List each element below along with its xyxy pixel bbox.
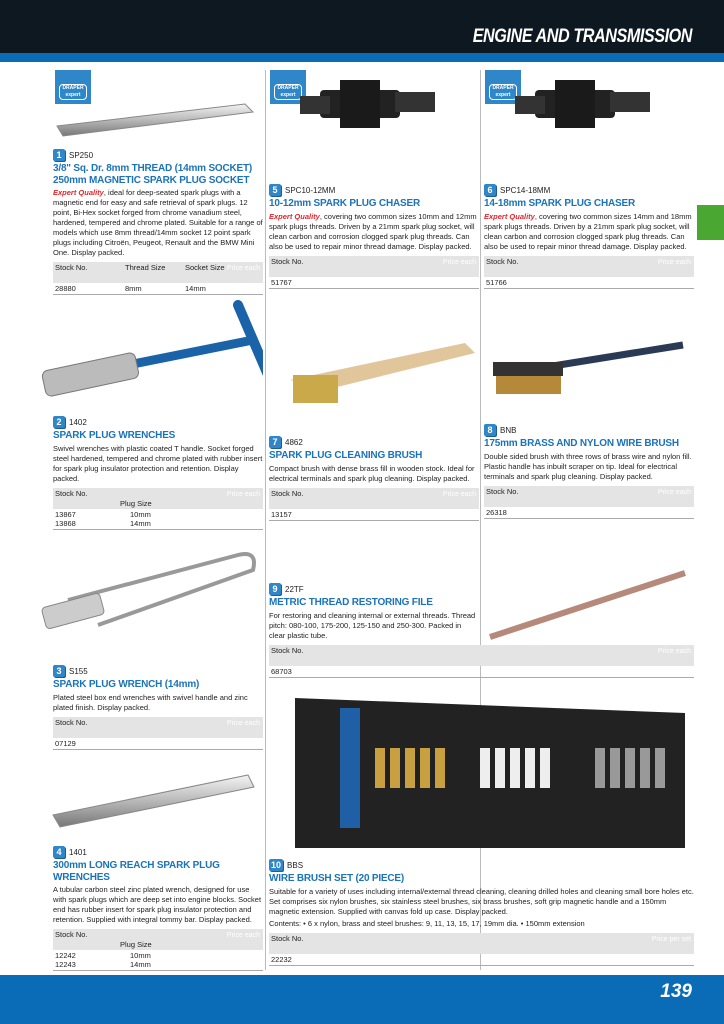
col-header: Stock No.: [55, 488, 88, 498]
col-header: Stock No.: [271, 488, 304, 498]
product-s155: [53, 664, 263, 750]
product-description: Swivel wrenches with plastic coated T handle. Socket forged steel hardened, tempered and chrome plated with rubber insert for spark plug insulator protection and retention. Display packed.: [53, 443, 263, 483]
col-header: Stock No.: [55, 263, 88, 272]
product-1401: [53, 845, 263, 971]
product-title: SPARK PLUG CLEANING BRUSH: [269, 450, 423, 461]
price-header: Price each: [226, 265, 260, 272]
product-code: 4862: [285, 437, 303, 447]
product-table: [269, 645, 694, 678]
stock-no: 07129: [55, 738, 76, 748]
stock-no: 13868: [55, 518, 76, 528]
product-title: 175mm BRASS AND NYLON WIRE BRUSH: [484, 438, 679, 449]
table-row: [269, 277, 479, 288]
product-code: S155: [69, 666, 88, 676]
expert-quality-label: Expert Quality: [269, 211, 320, 221]
description-text: , ideal for deep-seated spark plugs with a magnetic end for easy and safe retrieval of spark plugs. 12 point, Bi-Hex socket forged from chrome vanadium steel, hardened, tempered and chrome plated. Suitable for a range of models which use 8mm thread/14mm socket 12 point spark plugs including Citroën, Peugeot, Renault and the BMW Mini One. Display packed.: [53, 188, 263, 257]
product-1402: [53, 415, 263, 530]
spark-plug-wrench-14mm-image: [38, 545, 263, 655]
product-code: 22TF: [285, 584, 304, 594]
product-spc14-18mm: [484, 183, 694, 289]
product-code: SP250: [69, 150, 94, 160]
expert-quality-label: Expert Quality: [484, 211, 535, 221]
draper-expert-logo: DRAPER expert: [485, 70, 521, 104]
table-row: [53, 960, 263, 970]
col-header: Stock No.: [486, 486, 519, 496]
price-header: Price each: [657, 647, 691, 655]
product-sp250: [53, 148, 263, 295]
product-title: 3/8" Sq. Dr. 8mm THREAD (14mm SOCKET) 250mm MAGNETIC SPARK PLUG SOCKET: [53, 163, 253, 186]
thread-size: 8mm: [125, 284, 142, 293]
col-header: Stock No.: [486, 256, 519, 266]
stock-no: 13157: [271, 509, 292, 519]
price-header: Price each: [657, 258, 691, 266]
draper-expert-logo: DRAPER expert: [270, 70, 306, 104]
product-table: [484, 486, 694, 519]
draper-expert-logo: DRAPER expert: [55, 70, 91, 104]
table-row: [53, 283, 263, 294]
product-table: [53, 262, 263, 295]
plug-size: 14mm: [130, 518, 151, 528]
product-4862: [269, 435, 479, 521]
product-title: WIRE BRUSH SET (20 PIECE): [269, 873, 405, 884]
product-description: [484, 212, 694, 252]
price-header: Price each: [226, 719, 260, 727]
product-description: Double sided brush with three rows of brass wire and nylon fill. Plastic handle has inbuilt scraper on tip. Ideal for electrical terminals and spark plug cleaning. Display packed.: [484, 451, 692, 481]
col-header: Stock No.: [271, 645, 304, 655]
item-number-badge: 1: [53, 149, 65, 161]
product-code: SPC14-18MM: [500, 185, 551, 195]
stock-no: 28880: [55, 284, 76, 293]
price-header: Price per set: [651, 935, 691, 943]
header-bar: [0, 0, 724, 53]
item-number-badge: 9: [269, 583, 281, 595]
product-table: [269, 256, 479, 289]
page-number: 139: [660, 981, 692, 1002]
description-text: , covering two common sizes 10mm and 12mm spark plugs threads. Driven by a 21mm spark plug socket, will clean carbon and corrosion clogged spark plug threads. Can also be used to repair minor thread damage. Display packed.: [269, 211, 477, 251]
stock-no: 12243: [55, 960, 76, 969]
item-number-badge: 2: [53, 416, 65, 428]
table-row: [484, 277, 694, 288]
product-bnb: [484, 423, 694, 519]
table-row: [53, 738, 263, 749]
stock-no: 26318: [486, 507, 507, 517]
item-number-badge: 4: [53, 846, 65, 858]
product-code: 1401: [69, 847, 87, 857]
product-code: BBS: [287, 860, 304, 870]
stock-no: 13867: [55, 509, 76, 519]
product-title: SPARK PLUG WRENCHES: [53, 430, 176, 441]
col-header: Plug Size: [120, 498, 152, 508]
stock-no: 51766: [486, 277, 507, 287]
product-table: [269, 488, 479, 521]
product-description: A tubular carbon steel zinc plated wrench, designed for use with spark plugs which are deep set into engine blocks. Socket end has rubber insert for spark plug insulator protection and retention. Supplied with integral tommy bar. Display packed.: [53, 885, 262, 924]
spark-plug-cleaning-brush-image: [285, 335, 480, 410]
wire-brush-set-image: [285, 688, 695, 853]
stock-no: 68703: [271, 666, 292, 676]
product-table: [269, 933, 694, 966]
product-code: 1402: [69, 417, 87, 427]
header-stripe: [0, 53, 724, 62]
table-row: [269, 509, 479, 520]
stock-no: 22232: [271, 954, 292, 964]
product-contents: Contents: • 6 x nylon, brass and steel brushes: 9, 11, 13, 15, 17, 19mm dia. • 150mm extension: [269, 918, 585, 928]
product-table: [53, 488, 263, 530]
spark-plug-chaser-image: [505, 72, 665, 142]
socket-size: 14mm: [185, 284, 206, 293]
product-table: [53, 717, 263, 750]
col-header: Stock No.: [271, 256, 304, 266]
spark-plug-chaser-image: [290, 72, 450, 142]
stock-no: 12242: [55, 951, 76, 960]
item-number-badge: 6: [484, 184, 496, 196]
item-number-badge: 5: [269, 184, 281, 196]
product-description: Suitable for a variety of uses including internal/external thread cleaning, cleaning drilled holes and cleaning small bore holes etc. Set comprises six nylon brushes, six stainless steel brushes, six brass brushes, soft grip magnetic handle and a 150mm magnetic extension. Supplied with canvas fold up case. Display packed.: [269, 886, 694, 916]
description-text: , covering two common sizes 14mm and 18mm spark plugs threads. Driven by a 21mm spark plug socket, will clean carbon and corrosion clogged spark plug threads. Can also be used to repair minor thread damage. Display packed.: [484, 211, 692, 251]
price-header: Price each: [657, 488, 691, 496]
price-header: Price each: [226, 932, 260, 939]
plug-size: 10mm: [130, 509, 151, 519]
product-title: METRIC THREAD RESTORING FILE: [269, 597, 433, 608]
item-number-badge: 8: [484, 424, 496, 436]
product-title: SPARK PLUG WRENCH (14mm): [53, 679, 200, 690]
col-header: Plug Size: [120, 940, 152, 949]
product-table: [53, 929, 263, 971]
long-reach-spark-plug-wrench-image: [48, 765, 260, 830]
col-header: Stock No.: [55, 930, 88, 939]
footer-bar: [0, 975, 724, 1024]
section-tab[interactable]: [697, 205, 724, 240]
table-row: [484, 507, 694, 518]
product-bbs: [269, 858, 694, 966]
magnetic-spark-plug-socket-image: [55, 98, 260, 138]
product-title: 10-12mm SPARK PLUG CHASER: [269, 198, 420, 209]
product-code: BNB: [500, 425, 517, 435]
table-row: [53, 519, 263, 529]
table-row: [269, 954, 694, 965]
product-description: Plated steel box end wrenches with swivel handle and zinc plated finish. Display packed.: [53, 692, 248, 712]
item-number-badge: 7: [269, 436, 281, 448]
product-spc10-12mm: [269, 183, 479, 289]
brass-nylon-wire-brush-image: [488, 340, 688, 410]
col-header: Stock No.: [271, 933, 304, 943]
product-description: [269, 212, 479, 252]
table-row: [269, 666, 694, 677]
table-row: [53, 509, 263, 519]
product-description: For restoring and cleaning internal or external threads. Thread pitch: 080-100, 175-200, 125-150 and 250-300. Packed in clear plastic tube.: [269, 610, 476, 640]
col-header: Socket Size: [185, 263, 225, 272]
item-number-badge: 10: [271, 860, 282, 870]
section-title: ENGINE AND TRANSMISSION: [472, 26, 692, 47]
product-code: SPC10-12MM: [285, 185, 336, 195]
stock-no: 51767: [271, 277, 292, 287]
product-title: 300mm LONG REACH SPARK PLUG WRENCHES: [53, 860, 220, 883]
plug-size: 14mm: [130, 960, 151, 969]
price-header: Price each: [226, 490, 260, 498]
col-header: Thread Size: [125, 263, 166, 272]
column-divider: [265, 70, 266, 970]
col-header: Stock No.: [55, 717, 88, 727]
expert-quality-label: Expert Quality: [53, 188, 104, 197]
product-description: Compact brush with dense brass fill in wooden stock. Ideal for electrical terminals and spark plug cleaning. Display packed.: [269, 463, 475, 483]
price-header: Price each: [442, 490, 476, 498]
product-table: [484, 256, 694, 289]
plug-size: 10mm: [130, 951, 151, 960]
product-title: 14-18mm SPARK PLUG CHASER: [484, 198, 635, 209]
table-row: [53, 950, 263, 960]
price-header: Price each: [442, 258, 476, 266]
item-number-badge: 3: [53, 665, 65, 677]
product-description: [53, 188, 263, 258]
product-22tf: [269, 582, 694, 678]
spark-plug-wrench-image: [38, 300, 263, 410]
